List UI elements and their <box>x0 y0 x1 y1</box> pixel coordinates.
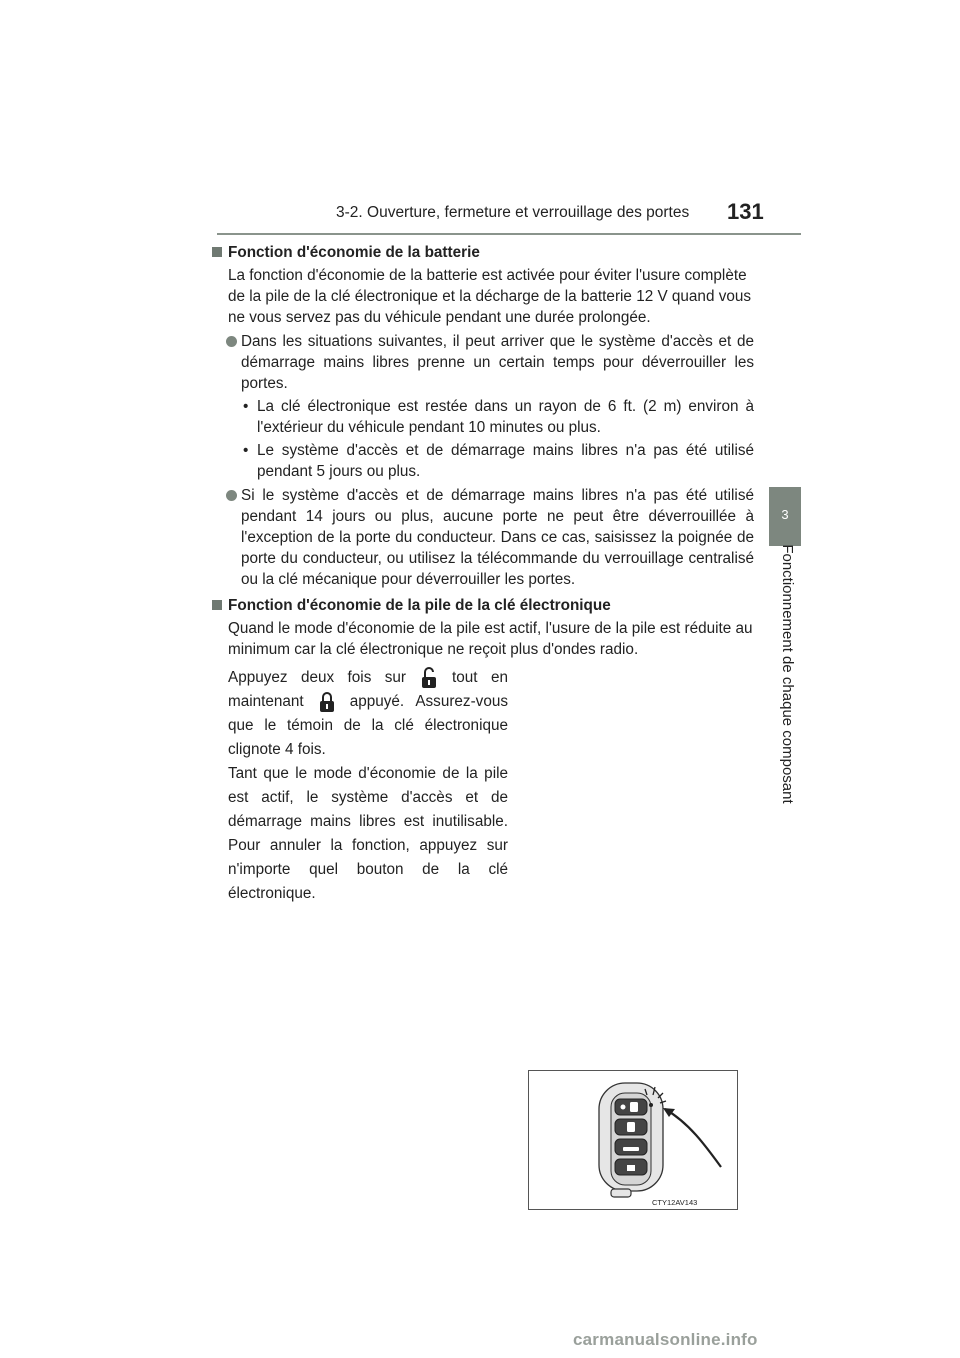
main-content <box>212 239 754 1207</box>
sub-bullet-mark: • <box>243 442 249 459</box>
section-square-icon <box>212 600 222 610</box>
sub-bullet-item: • Le système d'accès et de démarrage mains libres n'a pas été utilisé pendant 5 jours ou plus. <box>243 442 754 480</box>
bullet-item: Si le système d'accès et de démarrage mains libres n'a pas été utilisé pendant 14 jours ou plus, aucune porte ne peut être déverrouillée à l'exception de la porte du conducteur. Dans ce cas, saisissez la poignée de porte du conducteur, ou utilisez la télécommande du verrouillage centralisé ou la clé mécanique pour déverrouiller les portes. <box>212 485 754 590</box>
battery-saving-intro: La fonction d'économie de la batterie est activée pour éviter l'usure complète de la pile de la clé électronique et la décharge de la batterie 12 V quand vous ne vous servez pas du véhicule pendant une durée prolongée. <box>228 267 752 326</box>
instruction-block <box>212 666 754 1207</box>
battery-saving-heading: Fonction d'économie de la batterie <box>212 242 754 263</box>
sub-bullet-item: • La clé électronique est restée dans un rayon de 6 ft. (2 m) environ à l'extérieur du véhicule pendant 10 minutes ou plus. <box>243 398 754 436</box>
key-battery-saving-intro: Quand le mode d'économie de la pile est actif, l'usure de la pile est réduite au minimum car la clé électronique ne reçoit plus d'ondes radio. <box>228 620 753 658</box>
chapter-number: 3 <box>781 507 789 522</box>
figure-code: CTY12AV143 <box>652 1198 698 1207</box>
header-divider <box>217 233 801 235</box>
key-battery-saving-heading: Fonction d'économie de la pile de la clé électronique <box>212 595 754 616</box>
sub-bullet-mark: • <box>243 398 249 415</box>
unlock-icon <box>420 667 438 689</box>
watermark: carmanualsonline.info <box>573 1330 758 1349</box>
section-title: 3-2. Ouverture, fermeture et verrouillage des portes <box>336 204 690 221</box>
section-square-icon <box>212 247 222 257</box>
lock-icon <box>318 691 336 713</box>
smart-key-illustration <box>529 1071 737 1209</box>
bullet-item: Dans les situations suivantes, il peut arriver que le système d'accès et de démarrage mains libres prenne un certain temps pour déverrouiller les portes. <box>212 331 754 394</box>
chapter-title: Fonctionnement de chaque composant <box>779 544 796 804</box>
bullet-dot-icon <box>226 336 237 347</box>
bullet-dot-icon <box>226 490 237 501</box>
smart-key-figure <box>528 1070 738 1210</box>
page-number: 131 <box>727 199 764 224</box>
instruction-text: Appuyez deux fois sur tout en maintenant appuyé. Assurez-vous que le témoin de la clé électronique clignote 4 fois. Tant que le mode d'économie de la pile est actif, le système d'accès et de démarrage mains libres est inutilisable. Pour annuler la fonction, appuyez sur n'importe quel bouton de la clé électronique. <box>212 666 508 906</box>
